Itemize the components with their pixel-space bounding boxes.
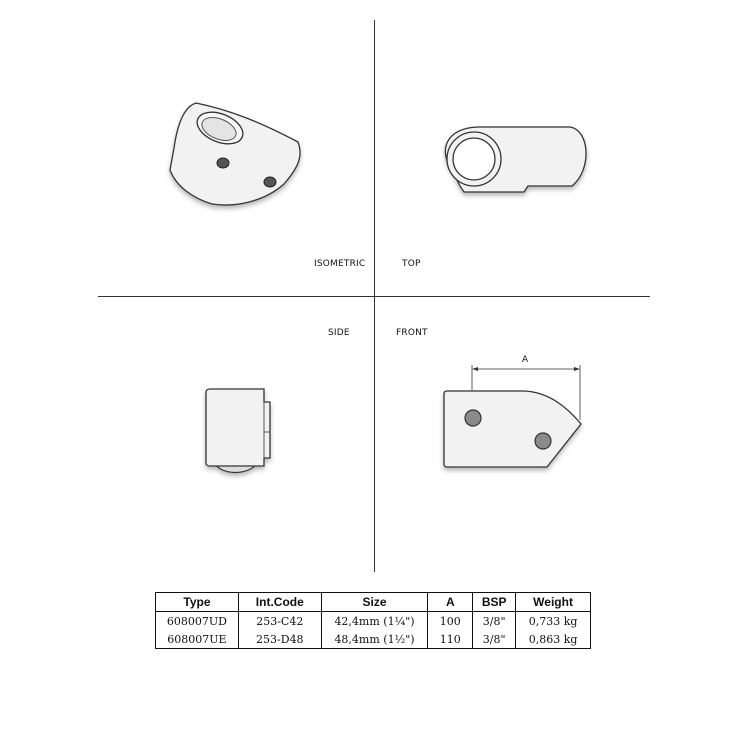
cell-int-code: 253-D48 [238, 630, 321, 649]
label-side: SIDE [328, 328, 350, 338]
dim-arrow-left [472, 367, 478, 371]
cell-type: 608007UD [156, 612, 239, 631]
cell-type: 608007UE [156, 630, 239, 649]
front-hole-1 [465, 410, 481, 426]
cell-a: 110 [428, 630, 473, 649]
header-bsp: BSP [473, 593, 516, 612]
side-view [206, 389, 270, 473]
label-top: TOP [402, 259, 421, 269]
header-a: A [428, 593, 473, 612]
header-size: Size [321, 593, 428, 612]
header-type: Type [156, 593, 239, 612]
dimension-label: A [521, 355, 529, 365]
top-tube-bore [453, 138, 495, 180]
isometric-hole-1 [217, 158, 229, 168]
front-view [444, 391, 581, 467]
cell-bsp: 3/8" [473, 630, 516, 649]
dim-arrow-right [574, 367, 580, 371]
top-details [447, 132, 501, 186]
cell-weight: 0,733 kg [516, 612, 591, 631]
cell-size: 42,4mm (1¼") [321, 612, 428, 631]
header-weight: Weight [516, 593, 591, 612]
cell-int-code: 253-C42 [238, 612, 321, 631]
spec-header-row [156, 593, 591, 612]
cell-bsp: 3/8" [473, 612, 516, 631]
isometric-hole-2 [264, 177, 276, 187]
cell-size: 48,4mm (1½") [321, 630, 428, 649]
label-isometric: ISOMETRIC [314, 259, 366, 269]
table-row [156, 612, 591, 631]
table-row [156, 630, 591, 649]
header-int-code: Int.Code [238, 593, 321, 612]
front-hole-2 [535, 433, 551, 449]
cell-weight: 0,863 kg [516, 630, 591, 649]
cell-a: 100 [428, 612, 473, 631]
spec-table [155, 592, 591, 649]
isometric-view [170, 103, 300, 205]
label-front: FRONT [396, 328, 428, 338]
